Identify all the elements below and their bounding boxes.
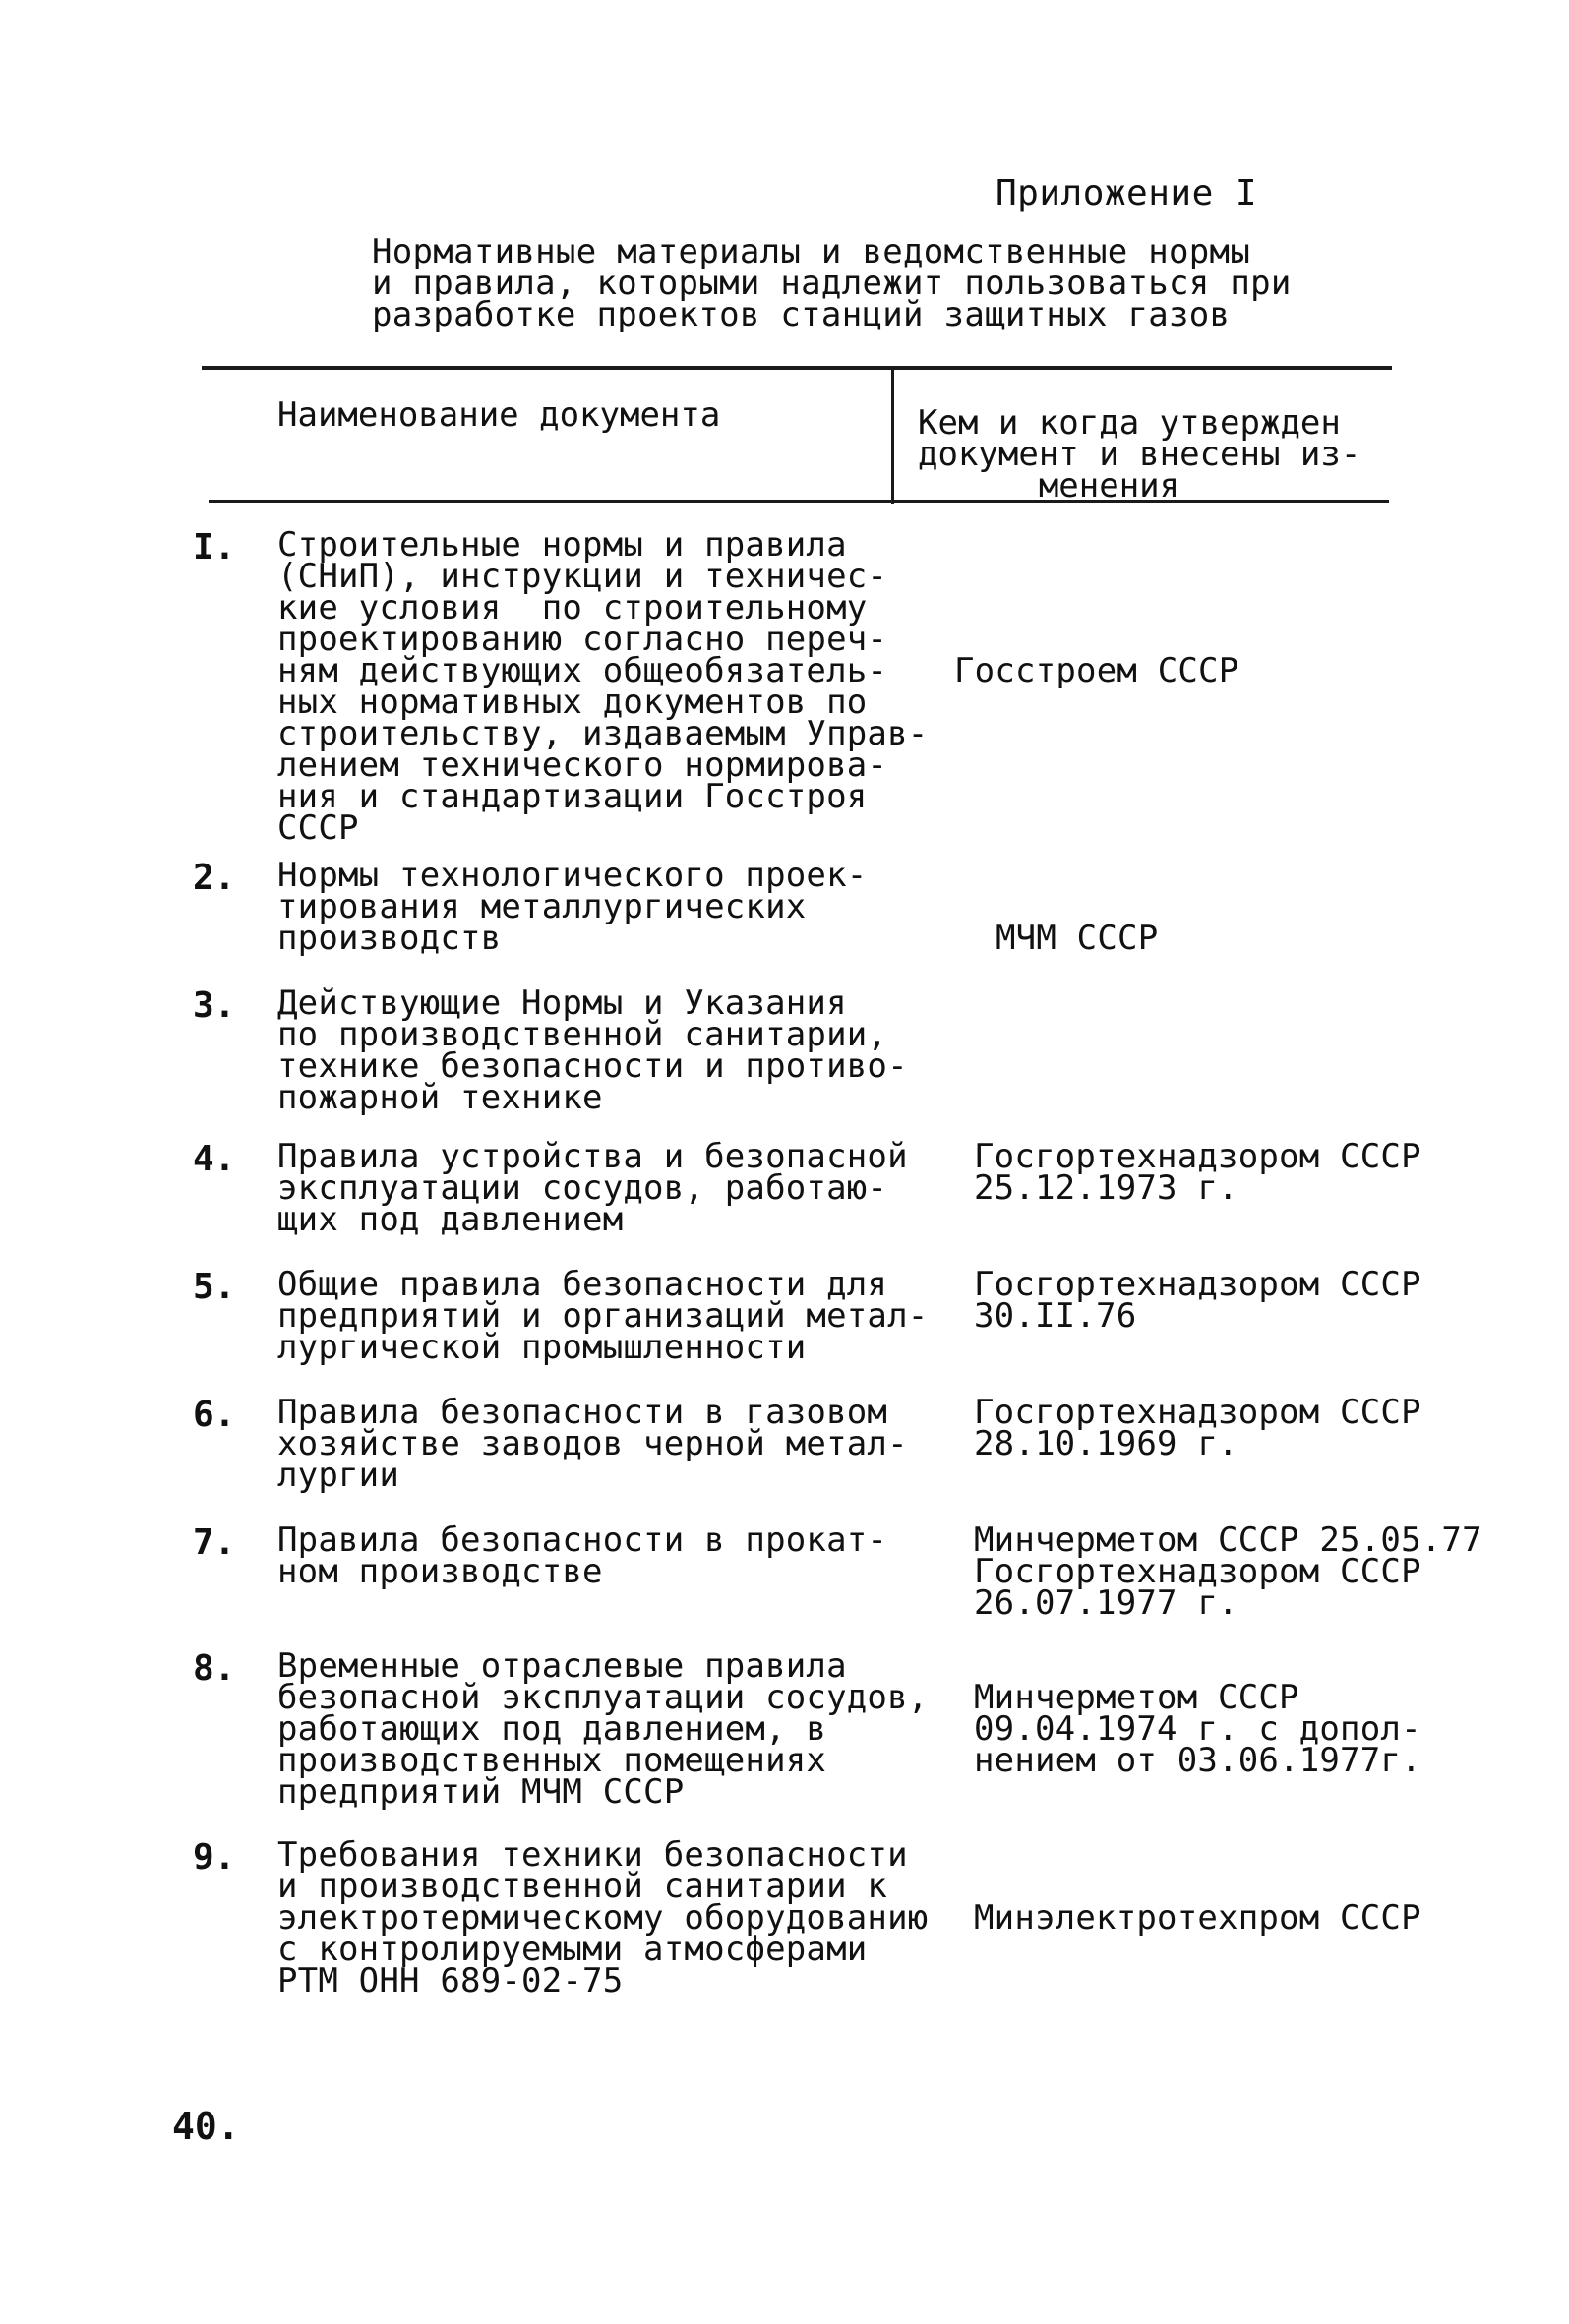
document-heading: Нормативные материалы и ведомственные нормы и правила, которыми надлежит пользоваться при разработке проектов станций защитных газов (372, 232, 1292, 334)
row-authority: Госстроем СССР (954, 651, 1239, 690)
row-number: 3. (193, 985, 236, 1026)
row-document-name: Правила устройства и безопасной эксплуатации сосудов, работаю- щих под давлением (277, 1137, 908, 1239)
column-header-authority: Кем и когда утвержден документ и внесены из- менения (918, 403, 1361, 506)
row-document-name: Правила безопасности в газовом хозяйстве заводов черной метал- лургии (277, 1393, 908, 1495)
row-number: I. (193, 527, 236, 567)
table-top-rule (202, 366, 1392, 370)
row-document-name: Правила безопасности в прокат- ном производстве (277, 1520, 888, 1591)
row-authority: Минчерметом СССР 25.05.77 Госгортехнадзором СССР 26.07.1977 г. (974, 1520, 1482, 1623)
row-number: 6. (193, 1395, 236, 1435)
appendix-label: Приложение I (996, 173, 1258, 213)
row-document-name: Нормы технологического проек- тирования металлургических производств (277, 856, 868, 958)
row-authority: МЧМ СССР (996, 919, 1159, 958)
row-authority: Госгортехнадзором СССР 30.II.76 (974, 1265, 1421, 1336)
page-number: 40. (172, 2105, 240, 2148)
row-number: 7. (193, 1522, 236, 1563)
row-document-name: Общие правила безопасности для предприятий и организаций метал- лургической промышленности (277, 1265, 929, 1367)
column-header-name: Наименование документа (277, 395, 721, 435)
row-number: 4. (193, 1139, 236, 1179)
row-number: 9. (193, 1837, 236, 1877)
row-number: 8. (193, 1648, 236, 1689)
row-document-name: Действующие Нормы и Указания по производственной санитарии, технике безопасности и противо- пожарной технике (277, 983, 908, 1117)
row-authority: Госгортехнадзором СССР 25.12.1973 г. (974, 1137, 1421, 1208)
row-authority: Минэлектротехпром СССР (974, 1898, 1421, 1937)
row-number: 2. (193, 858, 236, 898)
row-document-name: Строительные нормы и правила (СНиП), инструкции и техничес- кие условия по строительному проектированию согласно переч- ням действующих общеобязатель- ных нормативных документов по строительству, издаваемым Управ- лением технического нормирова- ния и стандартизации Госстроя СССР (277, 525, 929, 848)
row-document-name: Временные отраслевые правила безопасной эксплуатации сосудов, работающих под давлением, в производственных помещениях предприятий МЧМ СССР (277, 1646, 929, 1812)
row-document-name: Требования техники безопасности и производственной санитарии к электротермическому оборудованию с контролируемыми атмосферами РТМ ОНН 689-02-75 (277, 1835, 929, 2000)
row-authority: Госгортехнадзором СССР 28.10.1969 г. (974, 1393, 1421, 1463)
column-divider (891, 370, 894, 504)
row-number: 5. (193, 1267, 236, 1307)
row-authority: Минчерметом СССР 09.04.1974 г. с допол- нением от 03.06.1977г. (974, 1678, 1421, 1780)
